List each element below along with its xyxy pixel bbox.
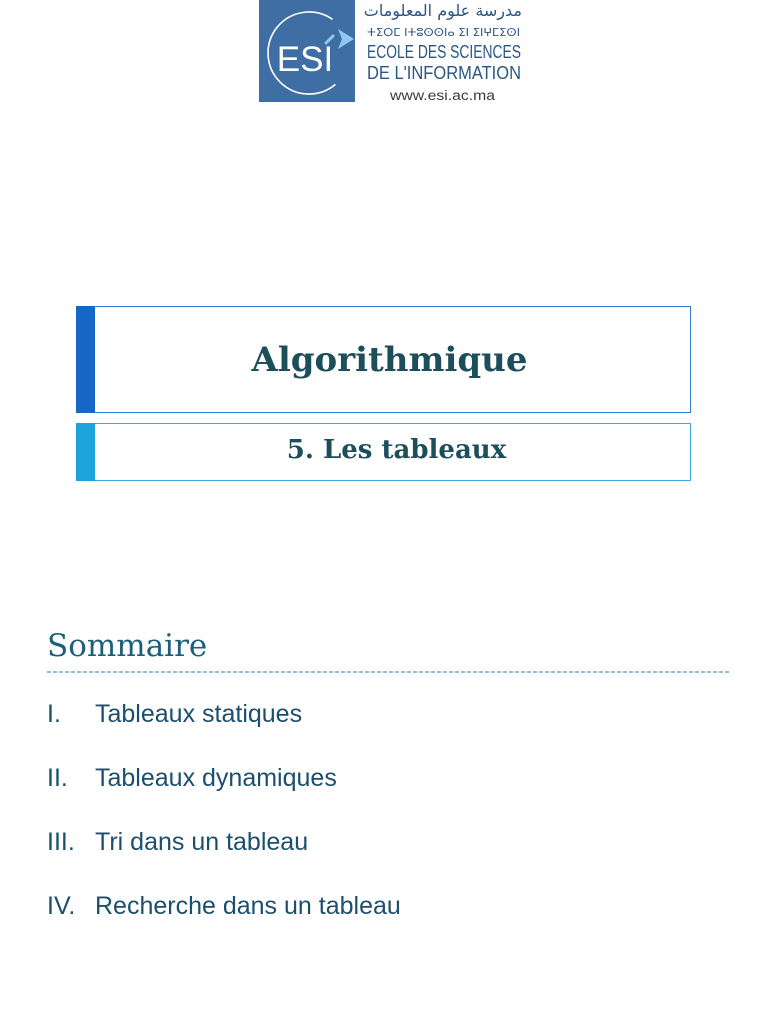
logo-tifinagh-name: ⵜⵉⵔⵎ ⵏⵜⵓⵙⵙⵏⴰ ⵉⵏ ⵉⵏⵖⵎⵉⵙⵏ bbox=[367, 26, 520, 39]
summary-item-label: Recherche dans un tableau bbox=[95, 892, 401, 920]
esi-logo bbox=[259, 0, 523, 104]
summary-item-label: Tableaux statiques bbox=[95, 700, 303, 728]
summary-item-numeral: IV. bbox=[47, 892, 76, 920]
summary-item bbox=[47, 699, 401, 763]
summary-item-numeral: III. bbox=[47, 828, 75, 856]
title-card-accent-bar bbox=[76, 306, 95, 413]
presentation-title: Algorithmique bbox=[251, 339, 528, 380]
subtitle-card bbox=[76, 423, 691, 481]
subtitle-card-accent-bar bbox=[76, 423, 95, 481]
logo-arabic-name: مدرسة علوم المعلومات bbox=[363, 1, 522, 20]
logo-name-line-1: ECOLE DES SCIENCES bbox=[367, 42, 521, 62]
summary-list bbox=[47, 699, 401, 955]
summary-item-numeral: II. bbox=[47, 764, 68, 792]
logo-monogram: ESI bbox=[276, 40, 334, 79]
summary-item-label: Tri dans un tableau bbox=[95, 828, 309, 856]
summary-item bbox=[47, 827, 401, 891]
title-card bbox=[76, 306, 691, 413]
chapter-title: 5. Les tableaux bbox=[286, 435, 507, 465]
logo-name-line-2: DE L'INFORMATION bbox=[367, 63, 521, 83]
logo-website: www.esi.ac.ma bbox=[388, 88, 496, 103]
summary-item-numeral: I. bbox=[47, 700, 61, 728]
summary-item bbox=[47, 891, 401, 955]
summary-item-label: Tableaux dynamiques bbox=[95, 764, 337, 792]
summary-heading: Sommaire bbox=[47, 628, 208, 664]
summary-divider bbox=[47, 671, 729, 673]
summary-item bbox=[47, 763, 401, 827]
